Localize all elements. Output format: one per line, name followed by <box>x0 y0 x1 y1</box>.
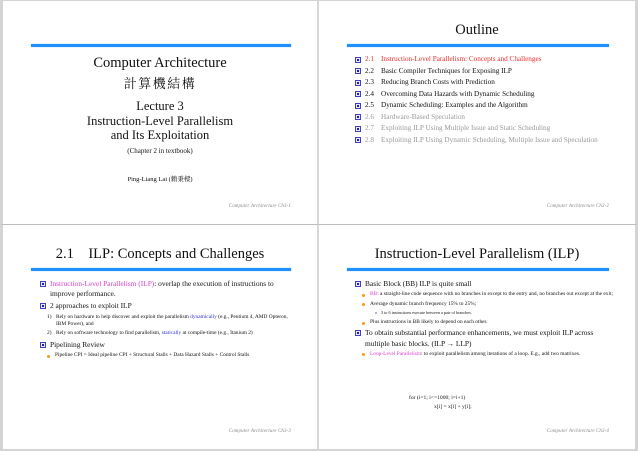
square-bullet-icon <box>355 68 361 74</box>
branch-frequency: Average dynamic branch frequency 15% to 25%; <box>362 301 615 308</box>
approach-hardware: 1) Rely on hardware to help discover and exploit the parallelism dynamically (e.g., Pentium 4, AMD Opteron, IBM Power), and <box>47 313 288 328</box>
dot-bullet-icon <box>362 303 365 306</box>
dot-bullet-icon <box>362 294 365 297</box>
outline-list <box>355 54 615 146</box>
slide-title: 2.1 ILP: Concepts and Challenges <box>55 246 265 262</box>
slide-content <box>40 279 290 361</box>
slide-content <box>355 279 615 360</box>
keyword-statically: statically <box>161 330 182 337</box>
slide-title: Outline <box>455 22 499 38</box>
outline-item: 2.2 Basic Compiler Techniques for Exposing ILP <box>355 66 615 78</box>
slide-footer: Computer Architecture Ch3-2 <box>546 204 609 209</box>
bb-dependency: Plus instructions in BB likely to depend on each other. <box>362 319 615 326</box>
slide-footer: Computer Architecture Ch3-3 <box>228 429 291 434</box>
outline-item: 2.1 Instruction-Level Parallelism: Concepts and Challenges <box>355 54 615 66</box>
square-bullet-icon <box>40 303 46 309</box>
loop-level-parallelism: Loop-Level Parallelism: to exploit parallelism among iterations of a loop. E.g., add two matrixes. <box>362 351 615 358</box>
lecture-subtitle-line2: and Its Exploitation <box>110 128 210 142</box>
slide-2-outline[interactable] <box>319 0 638 225</box>
square-bullet-icon <box>355 103 361 109</box>
dot-bullet-icon <box>47 355 50 358</box>
slide-1-title[interactable] <box>0 0 319 225</box>
code-loop-body: x[i] = x[i] + y[i]; <box>434 404 472 410</box>
outline-item: 2.5 Dynamic Scheduling: Examples and the Algorithm <box>355 100 615 112</box>
llp-term: Loop-Level Parallelism <box>370 350 422 357</box>
square-bullet-icon <box>355 91 361 97</box>
bullet-pipelining-review: Pipelining Review <box>40 340 290 350</box>
pipeline-cpi-formula: Pipeline CPI = Ideal pipeline CPI + Structural Stalls + Data Hazard Stalls + Control Stalls <box>47 352 290 359</box>
square-bullet-icon <box>355 137 361 143</box>
small-dot-bullet-icon <box>375 312 377 314</box>
slide-footer: Computer Architecture Ch3-4 <box>546 429 609 434</box>
bullet-approaches: 2 approaches to exploit ILP <box>40 301 290 311</box>
outline-item: 2.6 Hardware-Based Speculation <box>355 112 615 124</box>
dot-bullet-icon <box>362 322 365 325</box>
outline-item: 2.8 Exploiting ILP Using Dynamic Scheduling, Multiple Issue and Speculation <box>355 135 615 147</box>
square-bullet-icon <box>355 114 361 120</box>
slide-4-ilp[interactable] <box>319 225 638 451</box>
keyword-dynamically: dynamically <box>190 313 217 320</box>
approach-software: 2) Rely on software technology to find parallelism, statically at compile-time (e.g., Itanium 2) <box>47 330 253 337</box>
course-title: Computer Architecture <box>93 55 227 71</box>
instructions-between-branches: 3 to 6 instructions execute between a pair of branches. <box>375 310 615 316</box>
lecture-subtitle-line1: Instruction-Level Parallelism <box>86 114 234 128</box>
bb-definition: BB: a straight-line code sequence with no branches in except to the entry and, no branches out except at the exit; <box>362 291 615 298</box>
bullet-basic-block: Basic Block (BB) ILP is quite small <box>355 279 615 289</box>
square-bullet-icon <box>40 342 46 348</box>
chapter-note: (Chapter 2 in textbook) <box>127 147 193 155</box>
title-rule <box>31 268 291 271</box>
square-bullet-icon <box>40 281 46 287</box>
slide-footer: Computer Architecture Ch3-1 <box>228 204 291 209</box>
title-rule <box>31 44 291 47</box>
square-bullet-icon <box>355 330 361 336</box>
course-title-chinese: 計算機結構 <box>123 77 197 92</box>
author: Ping-Liang Lai (賴秉樑) <box>127 176 193 183</box>
title-rule <box>347 268 609 271</box>
code-loop-header: for (i=1; i<=1000; i=i+1) <box>409 395 466 401</box>
outline-item: 2.3 Reducing Branch Costs with Prediction <box>355 77 615 89</box>
slide-title: Instruction-Level Parallelism (ILP) <box>374 246 580 262</box>
outline-item: 2.4 Overcoming Data Hazards with Dynamic Scheduling <box>355 89 615 101</box>
bullet-exploit-across-blocks: To obtain substantial performance enhancements, we must exploit ILP across multiple basic blocks. (ILP → LLP) <box>355 328 615 348</box>
title-rule <box>347 44 609 47</box>
square-bullet-icon <box>355 57 361 63</box>
bullet-ilp-definition: Instruction-Level Parallelism (ILP): overlap the execution of instructions to improve performance. <box>40 279 290 299</box>
lecture-number: Lecture 3 <box>136 99 184 113</box>
outline-item: 2.7 Exploiting ILP Using Multiple Issue and Static Scheduling <box>355 123 615 135</box>
bb-term: BB <box>370 291 378 298</box>
square-bullet-icon <box>355 126 361 132</box>
ilp-term: Instruction-Level Parallelism (ILP) <box>50 279 155 288</box>
square-bullet-icon <box>355 281 361 287</box>
square-bullet-icon <box>355 80 361 86</box>
dot-bullet-icon <box>362 353 365 356</box>
slide-3-ilp-concepts[interactable] <box>0 225 319 451</box>
